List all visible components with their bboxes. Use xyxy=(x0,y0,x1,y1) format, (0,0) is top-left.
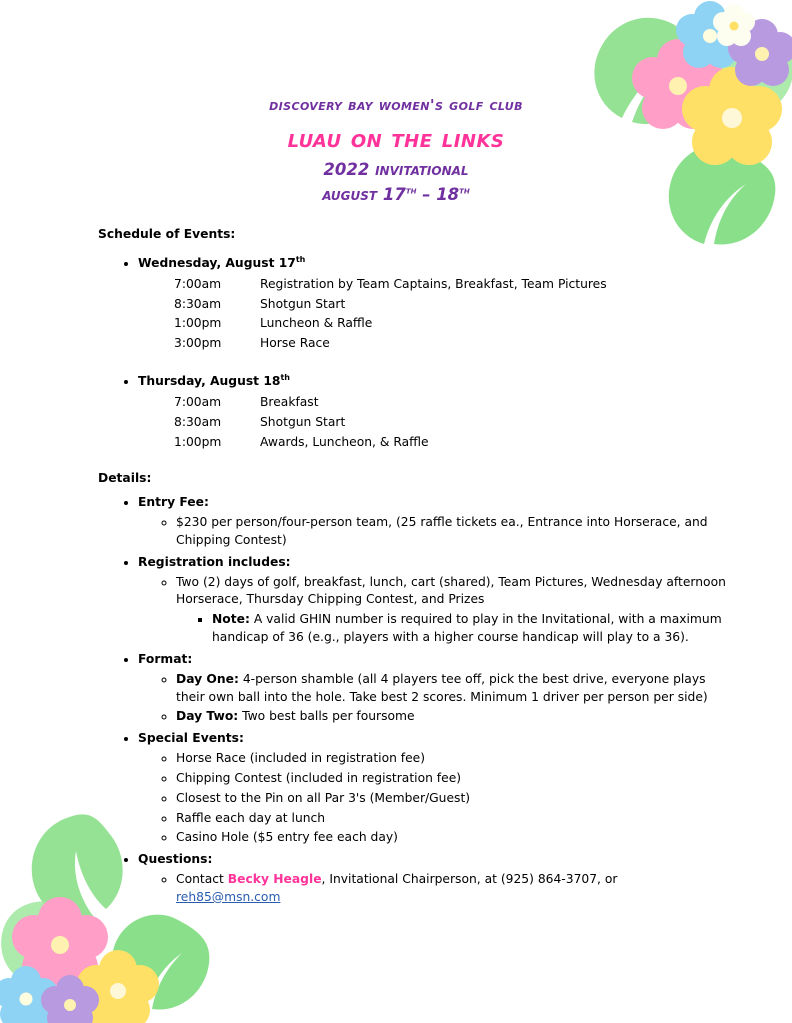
document-header xyxy=(0,0,792,204)
list-item xyxy=(176,871,734,907)
details-format-label: Format: xyxy=(138,651,193,666)
details-format xyxy=(138,651,734,726)
table-row xyxy=(174,275,607,295)
event-dates-part1: august 17 xyxy=(322,185,406,204)
details-special-events-label: Special Events: xyxy=(138,731,244,746)
schedule-day-label: Wednesday, August 17 xyxy=(138,255,296,270)
ordinal-suffix-2: th xyxy=(459,185,470,197)
table-row xyxy=(174,393,429,413)
format-sublist xyxy=(138,671,734,726)
list-item: ◦ $230 per person/four-person team, (25 raffle tickets ea., Entrance into Horserace, and Chipping Contest) xyxy=(176,514,734,550)
list-item xyxy=(176,574,734,647)
club-name: discovery bay women's golf club xyxy=(269,96,523,114)
contact-email-link[interactable]: reh85@msn.com xyxy=(176,889,281,904)
schedule-heading: Schedule of Events: xyxy=(98,227,236,241)
list-item: ◦ Horse Race (included in registration fee) xyxy=(176,750,734,768)
list-item xyxy=(176,708,734,726)
table-row xyxy=(174,314,607,334)
day-two-text: Two best balls per foursome xyxy=(242,709,415,724)
contact-suffix: , Invitational Chairperson, at (925) 864-3707, or xyxy=(321,872,618,887)
day-one-label: Day One: xyxy=(176,671,239,686)
schedule-event: Luncheon & Raffle xyxy=(260,316,373,331)
event-dates-part2: – 18 xyxy=(416,185,460,204)
list-item: ◦ Closest to the Pin on all Par 3's (Member/Guest) xyxy=(176,790,734,808)
ordinal-suffix: th xyxy=(280,373,290,383)
note-label: Note: xyxy=(212,612,250,627)
document-content xyxy=(0,226,792,907)
details-heading: Details: xyxy=(98,471,152,486)
schedule-time: 1:00pm xyxy=(174,434,222,449)
list-item: ◦ Casino Hole ($5 entry fee each day) xyxy=(176,829,734,847)
schedule-table-day1 xyxy=(174,275,607,354)
schedule-event: Horse Race xyxy=(260,336,330,351)
schedule-time: 8:30am xyxy=(174,296,222,311)
registration-includes-text: Two (2) days of golf, breakfast, lunch, cart (shared), Team Pictures, Wednesday afternoon Horserace, Thursday Chipping Contest, and Prizes xyxy=(176,574,726,607)
table-row xyxy=(174,413,429,433)
schedule-time: 3:00pm xyxy=(174,336,222,351)
contact-name: Becky Heagle xyxy=(227,872,322,887)
list-item xyxy=(176,671,734,707)
note-text: A valid GHIN number is required to play in the Invitational, with a maximum handicap of 36 (e.g., players with a higher course handicap will play to a 36). xyxy=(212,612,722,645)
details-list xyxy=(98,494,734,906)
details-questions xyxy=(138,851,734,906)
schedule-event: Breakfast xyxy=(260,394,319,409)
schedule-table-day2 xyxy=(174,393,429,452)
ordinal-suffix: th xyxy=(295,254,306,264)
schedule-time: 7:00am xyxy=(174,394,222,409)
details-registration xyxy=(138,554,734,647)
entry-fee-sublist xyxy=(138,514,734,550)
schedule-event: Shotgun Start xyxy=(260,414,346,429)
schedule-days-list xyxy=(98,254,734,453)
event-subtitle: 2022 invitational xyxy=(323,160,469,179)
day-two-label: Day Two: xyxy=(176,709,239,724)
table-row xyxy=(174,433,429,453)
schedule-time: 8:30am xyxy=(174,414,222,429)
special-events-sublist xyxy=(138,750,734,847)
details-special-events xyxy=(138,730,734,847)
registration-sublist xyxy=(138,574,734,647)
list-item xyxy=(212,611,734,647)
schedule-day-label: Thursday, August 18 xyxy=(138,374,281,389)
table-row xyxy=(174,334,607,354)
day-one-text: 4-person shamble (all 4 players tee off, pick the best drive, everyone plays their own ball into the hole. Take best 2 scores. Minimum 1 driver per person per side) xyxy=(176,671,708,704)
schedule-day xyxy=(138,372,734,452)
list-item: ◦ Raffle each day at lunch xyxy=(176,810,734,828)
list-item: ◦ Chipping Contest (included in registration fee) xyxy=(176,770,734,788)
schedule-day xyxy=(138,254,734,354)
contact-prefix: Contact xyxy=(176,872,228,887)
ordinal-suffix-1: th xyxy=(405,185,417,197)
questions-sublist xyxy=(138,871,734,907)
details-questions-label: Questions: xyxy=(138,852,213,867)
event-dates xyxy=(0,185,792,204)
details-registration-label: Registration includes: xyxy=(138,554,291,569)
details-entry-fee xyxy=(138,494,734,549)
page-title: luau on the links xyxy=(287,124,505,153)
details-entry-fee-label: Entry Fee: xyxy=(138,495,209,510)
registration-note-list xyxy=(176,611,734,647)
schedule-event: Shotgun Start xyxy=(260,296,346,311)
table-row xyxy=(174,295,607,315)
schedule-time: 1:00pm xyxy=(174,316,222,331)
schedule-time: 7:00am xyxy=(174,276,222,291)
schedule-event: Registration by Team Captains, Breakfast, Team Pictures xyxy=(260,276,607,291)
schedule-event: Awards, Luncheon, & Raffle xyxy=(260,434,429,449)
